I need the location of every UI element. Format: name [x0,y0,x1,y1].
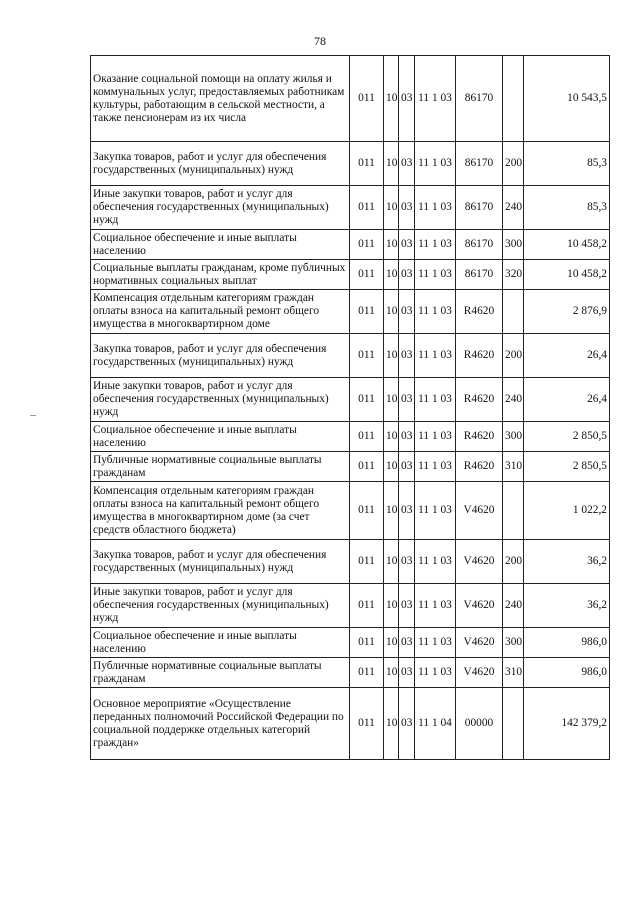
target-article-direction: R4620 [456,452,503,482]
subsection-code: 03 [399,230,415,260]
target-article-direction: V4620 [456,540,503,584]
table-row [91,688,610,760]
row-name: Публичные нормативные социальные выплаты гражданам [91,452,350,482]
amount: 142 379,2 [524,688,610,760]
target-article-direction: V4620 [456,482,503,540]
expense-type-code: 200 [503,142,524,186]
section-code: 10 [384,290,399,334]
subsection-code: 03 [399,378,415,422]
amount: 2 850,5 [524,452,610,482]
row-name: Иные закупки товаров, работ и услуг для обеспечения государственных (муниципальных) нужд [91,378,350,422]
table-row [91,334,610,378]
expense-type-code [503,688,524,760]
expense-type-code: 300 [503,230,524,260]
amount: 1 022,2 [524,482,610,540]
table-row [91,628,610,658]
expense-type-code: 200 [503,334,524,378]
section-code: 10 [384,260,399,290]
table-row [91,230,610,260]
section-code: 10 [384,334,399,378]
subsection-code: 03 [399,186,415,230]
table-row [91,658,610,688]
target-article-direction: V4620 [456,628,503,658]
table-row [91,378,610,422]
ved-code: 011 [350,186,384,230]
ved-code: 011 [350,56,384,142]
expense-type-code: 310 [503,658,524,688]
expense-type-code [503,482,524,540]
subsection-code: 03 [399,584,415,628]
target-article-program: 11 1 03 [415,142,456,186]
ved-code: 011 [350,334,384,378]
target-article-program: 11 1 03 [415,422,456,452]
ved-code: 011 [350,584,384,628]
section-code: 10 [384,378,399,422]
target-article-direction: V4620 [456,584,503,628]
section-code: 10 [384,56,399,142]
target-article-program: 11 1 03 [415,482,456,540]
expense-type-code: 240 [503,584,524,628]
section-code: 10 [384,142,399,186]
target-article-direction: R4620 [456,334,503,378]
target-article-direction: 86170 [456,56,503,142]
subsection-code: 03 [399,260,415,290]
row-name: Закупка товаров, работ и услуг для обеспечения государственных (муниципальных) нужд [91,334,350,378]
ved-code: 011 [350,230,384,260]
expense-type-code [503,290,524,334]
target-article-program: 11 1 03 [415,290,456,334]
target-article-direction: 86170 [456,230,503,260]
subsection-code: 03 [399,658,415,688]
table-row [91,452,610,482]
subsection-code: 03 [399,540,415,584]
subsection-code: 03 [399,688,415,760]
table-row [91,56,610,142]
row-name: Публичные нормативные социальные выплаты гражданам [91,658,350,688]
target-article-program: 11 1 03 [415,186,456,230]
row-name: Основное мероприятие «Осуществление переданных полномочий Российской Федерации по социальной поддержке отдельных категорий граждан» [91,688,350,760]
row-name: Социальное обеспечение и иные выплаты населению [91,628,350,658]
row-name: Закупка товаров, работ и услуг для обеспечения государственных (муниципальных) нужд [91,142,350,186]
target-article-direction: 86170 [456,260,503,290]
target-article-program: 11 1 03 [415,628,456,658]
subsection-code: 03 [399,56,415,142]
target-article-program: 11 1 03 [415,658,456,688]
amount: 2 876,9 [524,290,610,334]
table-row [91,482,610,540]
subsection-code: 03 [399,422,415,452]
ved-code: 011 [350,290,384,334]
ved-code: 011 [350,452,384,482]
subsection-code: 03 [399,452,415,482]
expense-type-code: 300 [503,422,524,452]
margin-mark [30,415,36,416]
row-name: Компенсация отдельным категориям граждан оплаты взноса на капитальный ремонт общего имущества в многоквартирном доме [91,290,350,334]
ved-code: 011 [350,142,384,186]
target-article-program: 11 1 03 [415,378,456,422]
page-number: 78 [314,34,326,48]
expense-type-code: 300 [503,628,524,658]
ved-code: 011 [350,482,384,540]
row-name: Компенсация отдельным категориям граждан оплаты взноса на капитальный ремонт общего имущества в многоквартирном доме (за счет средств областного бюджета) [91,482,350,540]
expense-type-code: 200 [503,540,524,584]
subsection-code: 03 [399,334,415,378]
table-row [91,260,610,290]
target-article-direction: R4620 [456,378,503,422]
section-code: 10 [384,482,399,540]
amount: 10 543,5 [524,56,610,142]
table-row [91,540,610,584]
section-code: 10 [384,422,399,452]
target-article-direction: 86170 [456,142,503,186]
subsection-code: 03 [399,482,415,540]
target-article-program: 11 1 03 [415,452,456,482]
section-code: 10 [384,584,399,628]
target-article-program: 11 1 03 [415,540,456,584]
subsection-code: 03 [399,142,415,186]
expense-type-code [503,56,524,142]
table-row [91,422,610,452]
section-code: 10 [384,186,399,230]
section-code: 10 [384,658,399,688]
subsection-code: 03 [399,628,415,658]
ved-code: 011 [350,628,384,658]
target-article-direction: 86170 [456,186,503,230]
amount: 2 850,5 [524,422,610,452]
amount: 10 458,2 [524,230,610,260]
amount: 986,0 [524,658,610,688]
row-name: Социальные выплаты гражданам, кроме публичных нормативных социальных выплат [91,260,350,290]
amount: 85,3 [524,142,610,186]
amount: 36,2 [524,584,610,628]
target-article-program: 11 1 03 [415,260,456,290]
table-row [91,142,610,186]
row-name: Социальное обеспечение и иные выплаты населению [91,422,350,452]
target-article-program: 11 1 03 [415,334,456,378]
target-article-direction: R4620 [456,290,503,334]
ved-code: 011 [350,688,384,760]
target-article-program: 11 1 04 [415,688,456,760]
row-name: Оказание социальной помощи на оплату жилья и коммунальных услуг, предоставляемых работникам культуры, работающим в сельской местности, а также пенсионерам из их числа [91,56,350,142]
amount: 986,0 [524,628,610,658]
target-article-direction: R4620 [456,422,503,452]
expense-type-code: 240 [503,186,524,230]
section-code: 10 [384,688,399,760]
table-body [91,56,610,760]
section-code: 10 [384,628,399,658]
amount: 36,2 [524,540,610,584]
target-article-program: 11 1 03 [415,230,456,260]
amount: 85,3 [524,186,610,230]
target-article-program: 11 1 03 [415,584,456,628]
expense-type-code: 240 [503,378,524,422]
amount: 10 458,2 [524,260,610,290]
target-article-direction: 00000 [456,688,503,760]
row-name: Иные закупки товаров, работ и услуг для обеспечения государственных (муниципальных) нужд [91,186,350,230]
row-name: Социальное обеспечение и иные выплаты населению [91,230,350,260]
ved-code: 011 [350,540,384,584]
target-article-direction: V4620 [456,658,503,688]
table-row [91,290,610,334]
section-code: 10 [384,452,399,482]
expense-type-code: 310 [503,452,524,482]
ved-code: 011 [350,658,384,688]
table-row [91,186,610,230]
table-row [91,584,610,628]
amount: 26,4 [524,378,610,422]
expense-type-code: 320 [503,260,524,290]
row-name: Иные закупки товаров, работ и услуг для обеспечения государственных (муниципальных) нужд [91,584,350,628]
ved-code: 011 [350,260,384,290]
section-code: 10 [384,230,399,260]
subsection-code: 03 [399,290,415,334]
target-article-program: 11 1 03 [415,56,456,142]
row-name: Закупка товаров, работ и услуг для обеспечения государственных (муниципальных) нужд [91,540,350,584]
section-code: 10 [384,540,399,584]
amount: 26,4 [524,334,610,378]
budget-table [90,55,610,760]
ved-code: 011 [350,422,384,452]
ved-code: 011 [350,378,384,422]
